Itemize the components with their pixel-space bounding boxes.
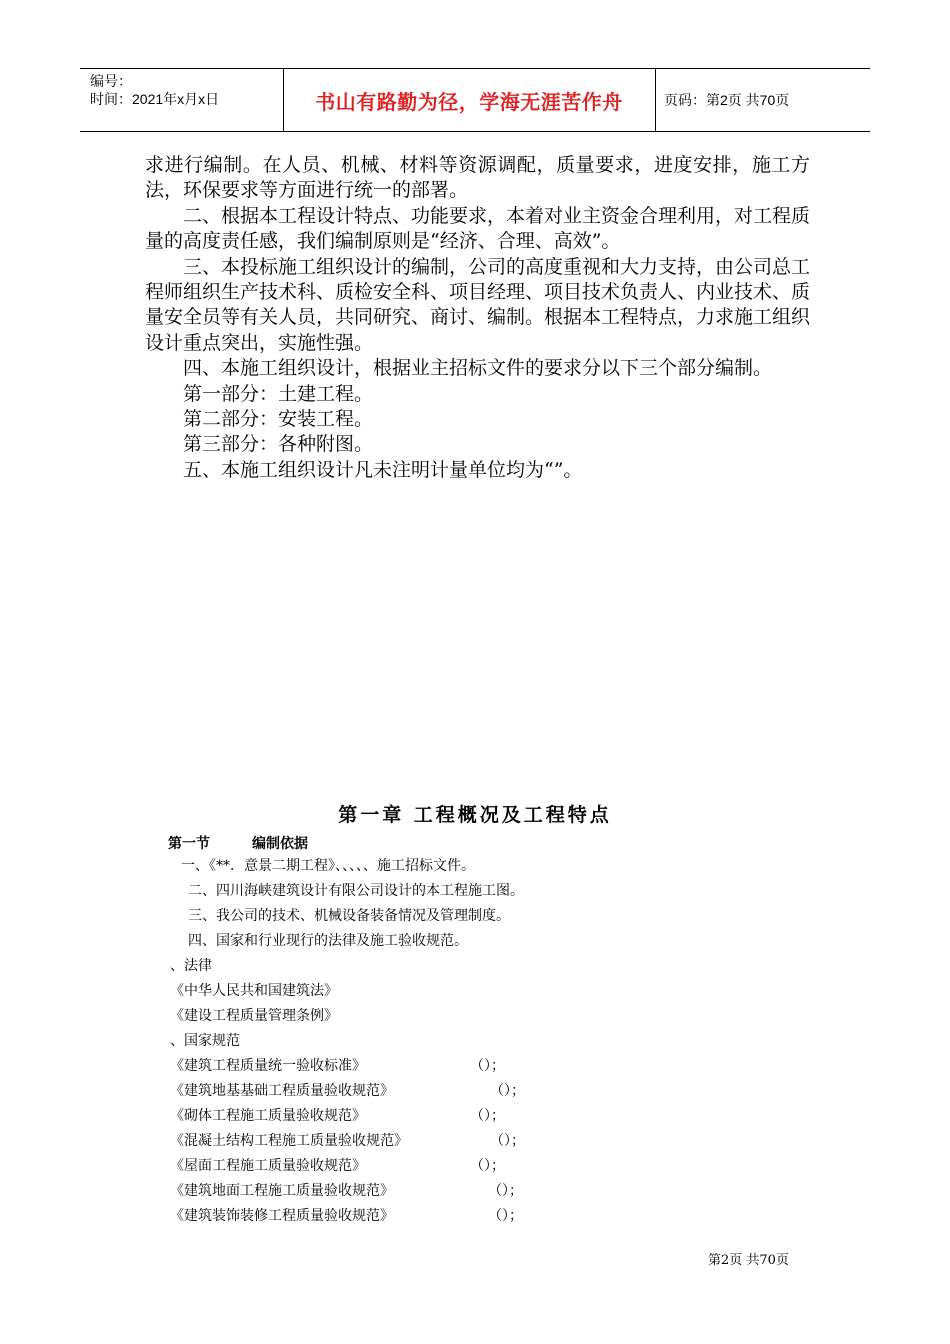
list-item: 四、国家和行业现行的法律及施工验收规范。	[188, 933, 468, 949]
list-item: 、法律	[170, 958, 212, 974]
section-heading	[168, 833, 308, 853]
body-paragraphs	[145, 153, 810, 483]
standard-item	[170, 1104, 524, 1129]
standard-code: （）；	[470, 1158, 505, 1174]
law-item: 《建设工程质量管理条例》	[170, 1008, 338, 1024]
standard-code: （）；	[490, 1083, 525, 1099]
paragraph: 第一部分：土建工程。	[183, 382, 374, 405]
list-item: 一、《**．意景二期工程》、、、、、施工招标文件。	[181, 858, 475, 874]
standard-code: （）；	[470, 1108, 505, 1124]
standard-code: （）；	[488, 1183, 523, 1199]
document-number-label: 编号：	[90, 73, 132, 89]
header-divider-right	[655, 69, 656, 131]
paragraph: 四、本施工组织设计，根据业主招标文件的要求分以下三个部分编制。	[183, 357, 773, 380]
standard-item	[170, 1204, 524, 1229]
standard-name: 《建筑装饰装修工程质量验收规范》	[170, 1208, 394, 1224]
list-item: 二、四川海峡建筑设计有限公司设计的本工程施工图。	[188, 883, 524, 899]
standard-code: （）；	[470, 1058, 505, 1074]
basis-list	[170, 854, 525, 1229]
page-footer: 第2页 共70页	[708, 1253, 789, 1268]
list-item: 三、我公司的技术、机械设备装备情况及管理制度。	[188, 908, 510, 924]
standard-item	[170, 1154, 524, 1179]
law-item: 《中华人民共和国建筑法》	[170, 983, 338, 999]
standard-item	[170, 1079, 524, 1104]
standard-code: （）；	[488, 1208, 523, 1224]
paragraph: 三、本投标施工组织设计的编制，公司的高度重视和大力支持，由公司总工程师组织生产技术科、质检安全科、项目经理、项目技术负责人、内业技术、质量安全员等有关人员，共同研究、商讨、编制。根据本工程特点，力求施工组织设计重点突出，实施性强。	[145, 255, 811, 354]
standard-code: （）；	[490, 1133, 525, 1149]
standard-name: 《建筑工程质量统一验收标准》	[170, 1058, 366, 1074]
standard-name: 《建筑地面工程施工质量验收规范》	[170, 1183, 394, 1199]
paragraph: 五、本施工组织设计凡未注明计量单位均为“”。	[183, 458, 583, 481]
header-motto: 书山有路勤为径，学海无涯苦作舟	[315, 89, 623, 114]
list-item: 、国家规范	[170, 1033, 240, 1049]
standard-item	[170, 1179, 524, 1204]
paragraph: 求进行编制。在人员、机械、材料等资源调配，质量要求，进度安排，施工方法，环保要求等方面进行统一的部署。	[145, 154, 810, 202]
standard-item	[170, 1129, 524, 1154]
standard-name: 《建筑地基基础工程质量验收规范》	[170, 1083, 394, 1099]
header-meta	[90, 72, 219, 108]
document-date-label: 时间：2021年x月x日	[90, 91, 220, 107]
standard-item	[170, 1054, 524, 1079]
standard-name: 《混凝土结构工程施工质量验收规范》	[170, 1133, 408, 1149]
section-number: 第一节	[168, 836, 210, 852]
paragraph: 二、根据本工程设计特点、功能要求，本着对业主资金合理利用，对工程质量的高度责任感，我们编制原则是“经济、合理、高效”。	[145, 204, 811, 253]
page-header	[80, 68, 870, 132]
chapter-title: 第一章 工程概况及工程特点	[338, 804, 612, 826]
paragraph: 第三部分：各种附图。	[183, 433, 374, 456]
paragraph: 第二部分：安装工程。	[183, 408, 374, 431]
header-page-number: 页码：第2页 共70页	[664, 92, 790, 108]
section-title: 编制依据	[252, 836, 308, 852]
standard-name: 《屋面工程施工质量验收规范》	[170, 1158, 366, 1174]
standard-name: 《砌体工程施工质量验收规范》	[170, 1108, 366, 1124]
